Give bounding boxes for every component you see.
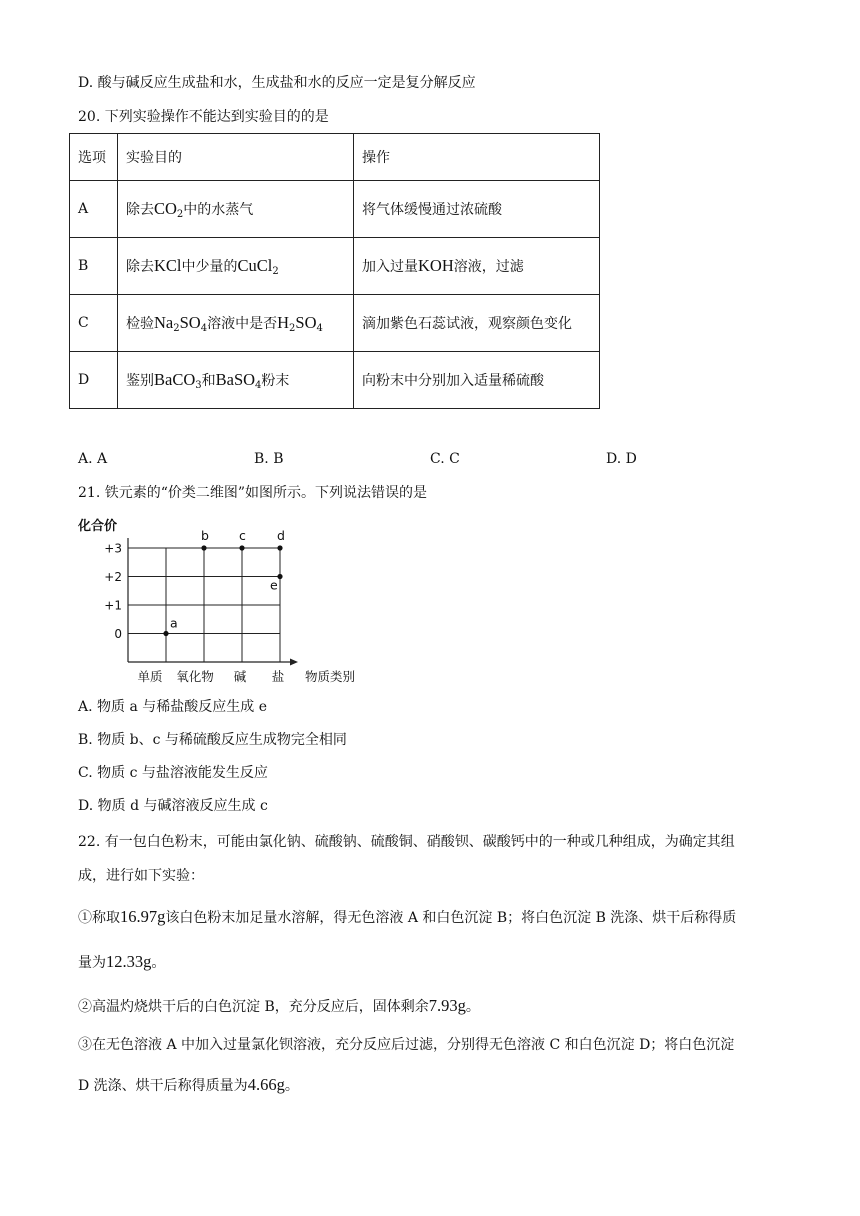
- q22-step3-line1: ③在无色溶液 A 中加入过量氯化钡溶液，充分反应后过滤，分别得无色溶液 C 和白色沉淀 D；将白色沉淀: [78, 1037, 735, 1053]
- table-row: [70, 295, 600, 352]
- row-label: D: [70, 352, 118, 409]
- q22-step1-line2: 量为12.33g。: [78, 952, 166, 971]
- data-point-c: [239, 545, 244, 550]
- chart-grid: [128, 548, 280, 662]
- header-operation: 操作: [354, 134, 600, 181]
- valence-class-chart: [70, 510, 370, 685]
- q22-step3-line2: D 洗涤、烘干后称得质量为4.66g。: [78, 1075, 299, 1094]
- mass-value: 4.66g: [247, 1075, 285, 1094]
- table-row: [70, 238, 600, 295]
- row-label: A: [70, 181, 118, 238]
- y-tick-label: 0: [114, 627, 122, 641]
- mass-value: 12.33g: [106, 952, 152, 971]
- header-option: 选项: [70, 134, 118, 181]
- table-row: [70, 181, 600, 238]
- x-axis-label: 物质类别: [304, 669, 355, 684]
- x-category-label: 氧化物: [176, 669, 214, 684]
- q20-option-d: D. D: [606, 451, 637, 467]
- q21-option-d: D. 物质 d 与碱溶液反应生成 c: [78, 798, 268, 814]
- row-operation: 滴加紫色石蕊试液，观察颜色变化: [354, 295, 600, 352]
- q19-option-d: D. 酸与碱反应生成盐和水，生成盐和水的反应一定是复分解反应: [78, 75, 476, 91]
- y-axis-label: 化合价: [78, 519, 118, 534]
- chart-labels: [77, 518, 355, 684]
- data-point-b: [201, 545, 206, 550]
- x-axis-arrow: [290, 659, 298, 666]
- point-label-b: b: [201, 528, 209, 543]
- q22-stem-line2: 成，进行如下实验：: [78, 868, 204, 884]
- table-row: [70, 352, 600, 409]
- row-operation: 向粉末中分别加入适量稀硫酸: [354, 352, 600, 409]
- q21-option-b: B. 物质 b、c 与稀硫酸反应生成物完全相同: [78, 732, 347, 748]
- q21-stem: 21. 铁元素的“价类二维图”如图所示。下列说法错误的是: [78, 485, 428, 501]
- row-label: B: [70, 238, 118, 295]
- q20-stem: 20. 下列实验操作不能达到实验目的的是: [78, 109, 329, 125]
- row-purpose: 检验$Na_2SO_4$溶液中是否$H_2SO_4$: [118, 295, 354, 352]
- row-purpose: 鉴别BaCO$_3$和BaSO$_4$粉末: [118, 352, 354, 409]
- point-label-c: c: [239, 528, 246, 543]
- row-operation: 将气体缓慢通过浓硫酸: [354, 181, 600, 238]
- mass-value: 16.97g: [120, 907, 166, 926]
- row-purpose: 除去KCl中少量的CuCl$_2$: [118, 238, 354, 295]
- row-operation: 加入过量KOH溶液，过滤: [354, 238, 600, 295]
- q22-step2: ②高温灼烧烘干后的白色沉淀 B，充分反应后，固体剩余7.93g。: [78, 996, 480, 1015]
- table-header-row: [70, 134, 600, 181]
- q22-step1-line1: ①称取16.97g该白色粉末加足量水溶解，得无色溶液 A 和白色沉淀 B；将白色沉淀 B 洗涤、烘干后称得质: [78, 907, 737, 926]
- q20-option-a: A. A: [78, 451, 108, 467]
- data-point-a: [163, 631, 168, 636]
- point-label-a: a: [170, 615, 178, 631]
- point-label-e: e: [270, 577, 278, 593]
- q21-option-a: A. 物质 a 与稀盐酸反应生成 e: [78, 699, 267, 715]
- q20-option-b: B. B: [254, 451, 284, 467]
- q22-stem-line1: 22. 有一包白色粉末，可能由氯化钠、硫酸钠、硫酸铜、硝酸钡、碳酸钙中的一种或几种组成，为确定其组: [78, 834, 735, 850]
- data-point-e: [277, 574, 282, 579]
- chart-axes: [128, 538, 298, 666]
- y-tick-label: +2: [104, 570, 122, 584]
- y-tick-label: +3: [104, 541, 122, 556]
- q20-table: [69, 133, 600, 409]
- x-category-label: 单质: [137, 669, 163, 684]
- q21-option-c: C. 物质 c 与盐溶液能发生反应: [78, 765, 268, 781]
- point-label-d: d: [277, 528, 285, 543]
- y-tick-label: +1: [104, 598, 122, 613]
- mass-value: 7.93g: [428, 996, 466, 1015]
- x-category-label: 盐: [271, 669, 285, 684]
- data-point-d: [277, 545, 282, 550]
- chart-points: [163, 528, 285, 636]
- q20-option-c: C. C: [430, 451, 460, 467]
- x-category-label: 碱: [233, 669, 247, 684]
- header-purpose: 实验目的: [118, 134, 354, 181]
- row-purpose: 除去$CO_2$中的水蒸气: [118, 181, 354, 238]
- row-label: C: [70, 295, 118, 352]
